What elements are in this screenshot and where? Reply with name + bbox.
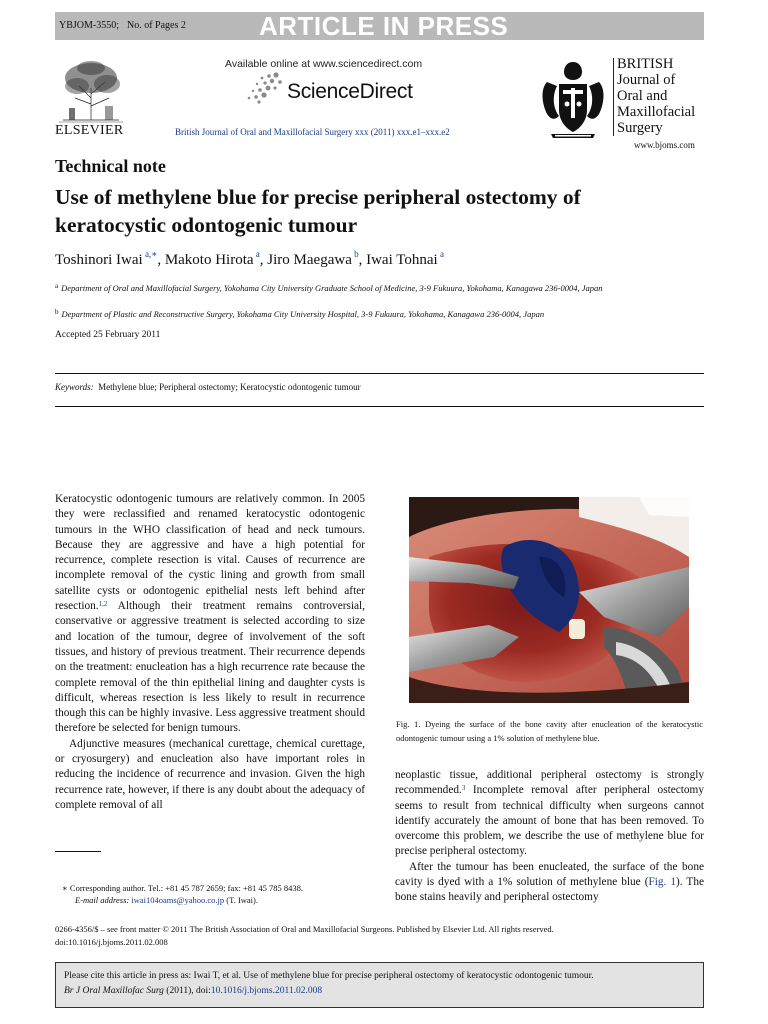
available-online-text: Available online at www.sciencedirect.com: [225, 58, 423, 70]
crest-divider: [613, 58, 614, 136]
sciencedirect-wordmark: ScienceDirect: [287, 80, 413, 103]
keywords-list: Methylene blue; Peripheral ostectomy; Keratocystic odontogenic tumour: [98, 382, 361, 392]
article-title: Use of methylene blue for precise peripheral ostectomy of keratocystic odontogenic tumour: [55, 185, 581, 237]
author-affiliation-mark[interactable]: a: [253, 249, 260, 259]
email-footnote: [75, 894, 258, 906]
elsevier-tree-logo: [55, 58, 127, 130]
keywords-top-rule: [55, 373, 704, 374]
affiliation-a-mark: a: [55, 282, 59, 290]
author-separator: ,: [259, 252, 268, 268]
paragraph-1-text-b: Although their treatment remains controversial, conservative or aggressive treatment is selected according to size and location of the tumour, degree of involvement of the soft tissues, and history of previous treatment. Their recurrence depends on the treatment: enucleation has a high recurrence rate because the complete removal of the thin epithelial lining and daughter cysts is difficult, whereas resection is less likely to result in recurrence though this can be highly invasive. Less aggressive treatment should therefore be selected for benign tumours.: [55, 600, 365, 735]
corresponding-author-footnote: ∗ Corresponding author. Tel.: +81 45 787 2659; fax: +81 45 785 8438.: [62, 883, 304, 893]
citation-line-1: Please cite this article in press as: Iwai T, et al. Use of methylene blue for precise peripheral ostectomy of keratocystic odontogenic tumour.: [64, 971, 594, 981]
keywords-line: [55, 382, 361, 392]
affiliation-a-text: Department of Oral and Maxillofacial Surgery, Yokohama City University Graduate School of Medicine, 3-9 Fukuura, Yokohama, Kanagawa 236-0004, Japan: [61, 283, 603, 293]
paragraph-1: [55, 492, 365, 737]
elsevier-wordmark: ELSEVIER: [55, 123, 124, 138]
bjoms-line-5: Surgery: [617, 120, 663, 136]
manuscript-id: YBJOM-3550;: [59, 20, 120, 31]
author-name: Jiro Maegawa: [267, 252, 352, 268]
keywords-label: Keywords:: [55, 382, 94, 392]
citation-box: [55, 962, 704, 1008]
author-list: [55, 249, 444, 269]
bjoms-line-4: Maxillofacial: [617, 104, 696, 120]
reference-link-3[interactable]: 3: [461, 784, 466, 793]
figure-1-caption: Fig. 1. Dyeing the surface of the bone cavity after enucleation of the keratocystic odontogenic tumour using a 1% solution of methylene blue.: [396, 719, 703, 743]
author-name: Toshinori Iwai: [55, 252, 143, 268]
paragraph-4-text-a: After the tumour has been enucleated, the surface of the bone cavity is dyed with a 1% solution of methylene blue (: [395, 860, 704, 889]
bjoms-crest-logo: [537, 58, 609, 140]
author-affiliation-mark[interactable]: b: [351, 249, 359, 259]
bjoms-journal-title: [617, 56, 695, 136]
paragraph-3-text-a: neoplastic tissue, additional peripheral ostectomy is strongly recommended.: [395, 769, 704, 797]
doi-prefix: doi:: [55, 937, 69, 947]
affiliation-b: [55, 308, 700, 321]
copyright-line: 0266-4356/$ – see front matter © 2011 The British Association of Oral and Maxillofacial Surgeons. Published by Elsevier Ltd. All rights reserved.: [55, 924, 554, 934]
journal-website-link[interactable]: www.bjoms.com: [634, 140, 695, 150]
figure-1-surgical-photo: [409, 497, 689, 703]
body-right-column: [395, 768, 704, 906]
body-left-column: [55, 492, 365, 813]
sciencedirect-dots-icon: [244, 72, 284, 104]
author-affiliation-mark[interactable]: a,∗: [142, 249, 158, 259]
citation-doi-link[interactable]: 10.1016/j.bjoms.2011.02.008: [210, 986, 323, 996]
paragraph-2: Adjunctive measures (mechanical curettage, chemical curettage, or cryosurgery) and enucleation also have important roles in reducing the incidence of recurrence and invasion. Given the high recurrence rate, however, if there is any doubt about the adequacy of complete removal of all: [55, 737, 365, 811]
figure-1-link[interactable]: Fig. 1: [648, 876, 677, 889]
paragraph-1-text-a: Keratocystic odontogenic tumours are relatively common. In 2005 they were reclassified and renamed keratocystic odontogenic tumours in the WHO classification of head and neck tumours. Because they are aggressive and have a high potential for recurrence, complete resection is vital. Causes of recurrence are incomplete removal of the cystic lining and growth from small satellite cysts or odontogenic epithelial nests left behind after resection.: [55, 493, 365, 613]
reference-link-1-2[interactable]: 1,2: [98, 600, 108, 609]
page-count: No. of Pages 2: [127, 20, 186, 31]
keywords-bottom-rule: [55, 406, 704, 407]
paragraph-3-text-b: Incomplete removal after peripheral ostectomy seems to result from technical difficulty when surgeons cannot identify accurately the amount of bone that has been removed. To overcome this problem, we describe the use of methylene blue for precise peripheral ostectomy.: [395, 784, 704, 858]
paragraph-4-text-b: ). The bone stains heavily and peripheral ostectomy: [395, 876, 704, 904]
affiliation-b-text: Department of Plastic and Reconstructive Surgery, Yokohama City University Hospital, 3-9 Fukuura, Yokohama, Kanagawa 236-0004, Japan: [61, 309, 545, 319]
article-in-press-title: ARTICLE IN PRESS: [259, 11, 509, 41]
affiliation-a: [55, 282, 700, 295]
citation-journal: Br J Oral Maxillofac Surg: [64, 986, 164, 996]
bjoms-line-3: Oral and: [617, 88, 668, 104]
email-suffix: (T. Iwai).: [224, 895, 258, 905]
article-in-press-bar: [55, 12, 704, 40]
email-label: E-mail address:: [75, 895, 130, 905]
author-separator: ,: [358, 252, 367, 268]
section-label: Technical note: [55, 156, 166, 176]
citation-year: (2011), doi:: [163, 986, 211, 996]
author-name: Makoto Hirota: [164, 252, 254, 268]
author-name: Iwai Tohnai: [366, 252, 438, 268]
doi-value: 10.1016/j.bjoms.2011.02.008: [68, 937, 168, 947]
bjoms-line-1: BRITISH: [617, 56, 674, 72]
citation-line-2: [64, 986, 322, 996]
affiliation-b-mark: b: [55, 308, 59, 316]
author-separator: ,: [157, 252, 165, 268]
author-affiliation-mark[interactable]: a: [437, 249, 444, 259]
accepted-date: Accepted 25 February 2011: [55, 330, 161, 340]
paragraph-3: [395, 768, 704, 860]
paragraph-4: [395, 860, 704, 906]
journal-reference-link[interactable]: British Journal of Oral and Maxillofacial Surgery xxx (2011) xxx.e1–xxx.e2: [175, 127, 450, 137]
doi-line: [55, 937, 168, 947]
email-link[interactable]: iwai104oams@yahoo.co.jp: [131, 895, 225, 905]
bjoms-line-2: Journal of: [617, 72, 676, 88]
footnote-rule: [55, 851, 101, 852]
